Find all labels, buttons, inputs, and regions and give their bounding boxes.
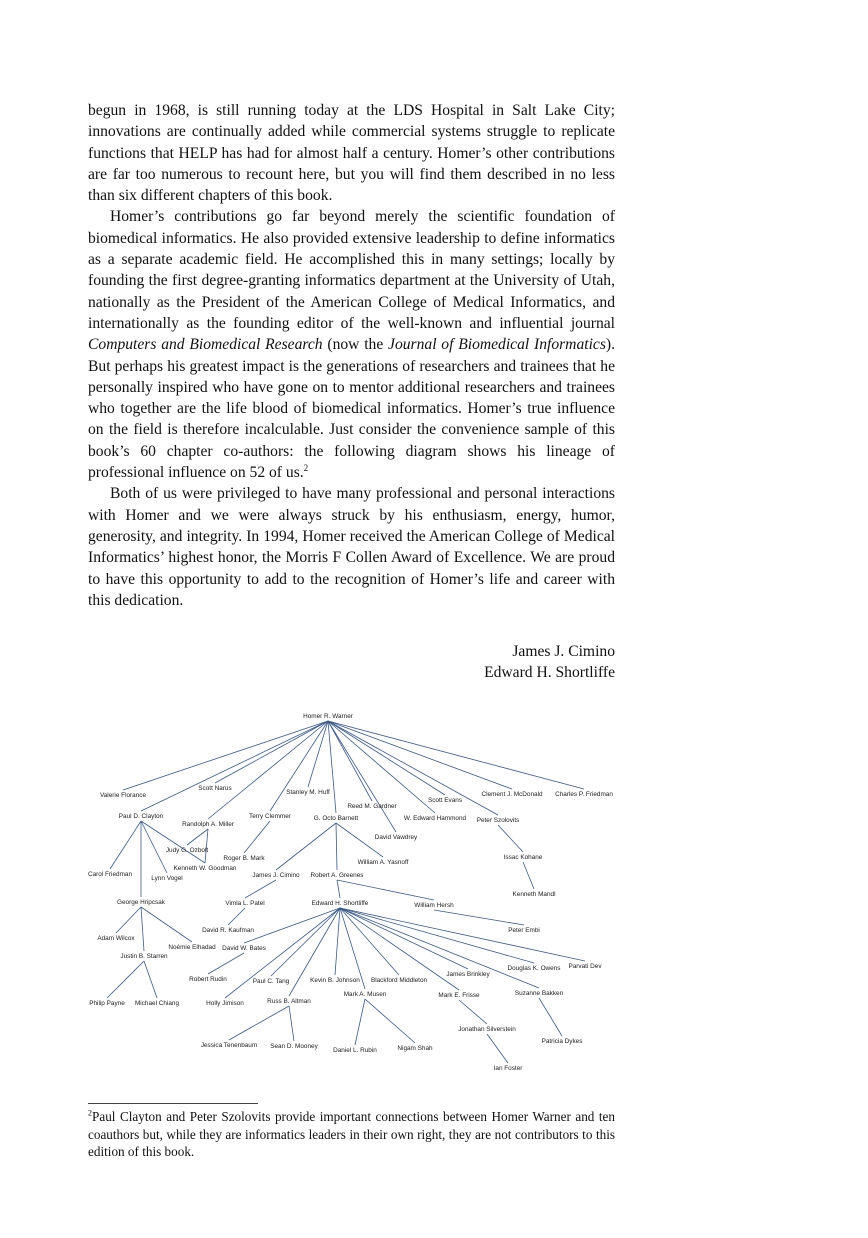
node-kohane: Issac Kohane: [503, 854, 543, 861]
edge-musen-rubin: [355, 999, 365, 1045]
edge-warner-narus: [215, 721, 328, 783]
node-huff: Stanley M. Huff: [286, 789, 330, 796]
node-carolfriedman: Carol Friedman: [87, 871, 133, 878]
node-narus: Scott Narus: [198, 785, 232, 792]
node-mooney: Sean D. Mooney: [270, 1043, 318, 1050]
edge-miller-ozbolt: [187, 829, 208, 845]
edge-warner-florance: [123, 721, 328, 790]
edge-hripcsak-wilcox: [116, 907, 141, 933]
node-dev: Parvati Dev: [568, 963, 602, 970]
edge-cimino-patel: [245, 880, 276, 898]
node-patel: Vimla L. Patel: [225, 900, 265, 907]
edge-frisse-silverstein: [459, 1000, 487, 1024]
edge-clemmer-mark: [244, 821, 270, 853]
node-rubin: Daniel L. Rubin: [333, 1047, 377, 1054]
node-gardner: Reed M. Gardner: [347, 803, 397, 810]
edge-starren-payne: [107, 961, 144, 998]
signature-cimino: James J. Cimino: [512, 643, 615, 660]
node-shortliffe: Edward H. Shortliffe: [311, 900, 369, 907]
edge-hripcsak-starren: [141, 907, 144, 951]
edge-shortliffe-johnson: [335, 908, 340, 975]
node-embi: Peter Embi: [508, 927, 540, 934]
node-vawdrey: David Vawdrey: [374, 834, 418, 841]
node-tang: Paul C. Tang: [252, 978, 290, 985]
footnote-text: Paul Clayton and Peter Szolovits provide important connections between Homer Warner and ten coauthors but, while they are informatics leaders in their own right, they are not contributors to this edition of this book.: [88, 1109, 615, 1159]
edge-bakken-dykes: [539, 998, 562, 1036]
edge-clayton-carolfriedman: [110, 821, 141, 869]
node-jimison: Holly Jimison: [206, 1000, 244, 1007]
node-elhadad: Noémie Elhadad: [168, 944, 216, 951]
edge-silverstein-foster: [487, 1034, 508, 1063]
edge-hripcsak-elhadad: [141, 907, 192, 942]
edge-miller-goodman: [205, 829, 208, 863]
edge-hersh-embi: [434, 910, 524, 925]
node-dykes: Patricia Dykes: [541, 1038, 583, 1045]
edge-shortliffe-bakken: [340, 908, 539, 988]
node-payne: Philip Payne: [89, 1000, 125, 1007]
node-greenes: Robert A. Greenes: [310, 872, 364, 879]
node-miller: Randolph A. Miller: [182, 821, 234, 828]
node-mandl: Kenneth Mandl: [512, 891, 556, 898]
node-florance: Valerie Florance: [99, 792, 147, 799]
footnote: [88, 1108, 615, 1161]
paragraph-3: Both of us were privileged to have many professional and personal interactions with Homer and we were always struck by his enthusiasm, energy, humor, generosity, and integrity. In 1994, Homer received the American College of Medical Informatics’ highest honor, the Morris F Collen Award of Excellence. We are proud to have this opportunity to add to the recognition of Homer’s life and career with this dedication.: [88, 485, 615, 609]
node-barnett: G. Octo Barnett: [313, 815, 359, 822]
node-wilcox: Adam Wilcox: [97, 935, 135, 942]
node-clayton: Paul D. Clayton: [118, 813, 164, 820]
node-bakken: Suzanne Bakken: [514, 990, 564, 997]
edge-greenes-shortliffe: [337, 880, 340, 898]
node-altman: Russ B. Altman: [267, 998, 311, 1005]
edge-barnett-cimino: [276, 823, 336, 870]
node-mcdonald: Clement J. McDonald: [481, 791, 543, 798]
node-ozbolt: Judy G. Ozbolt: [165, 847, 209, 854]
node-johnson: Kevin B. Johnson: [310, 977, 360, 984]
node-hripcsak: George Hripcsak: [117, 899, 165, 906]
node-clemmer: Terry Clemmer: [249, 813, 291, 820]
edge-patel-kaufman: [228, 908, 245, 925]
edge-warner-clemmer: [270, 721, 328, 811]
signature-shortliffe: Edward H. Shortliffe: [484, 664, 615, 681]
node-warner: Homer R. Warner: [303, 713, 353, 720]
lineage-diagram: [0, 700, 868, 1090]
footnote-reference[interactable]: 2: [303, 462, 309, 473]
node-tenenbaum: Jessica Tenenbaum: [200, 1042, 258, 1049]
node-goodman: Kenneth W. Goodman: [173, 865, 237, 872]
footnote-number: 2: [88, 1108, 92, 1118]
edge-greenes-hersh: [337, 880, 434, 900]
node-mark: Roger B. Mark: [223, 855, 265, 862]
edge-starren-chiang: [144, 961, 157, 998]
node-szolovits: Peter Szolovits: [476, 817, 520, 824]
node-owens: Douglas K. Owens: [507, 965, 561, 972]
node-brinkley: James Brinkley: [446, 971, 490, 978]
edge-shortliffe-bates: [244, 908, 340, 943]
edge-warner-barnett: [328, 721, 336, 813]
edge-bates-rudin: [208, 953, 244, 974]
node-middleton: Blackford Middleton: [370, 977, 428, 984]
diagram-nodes: [88, 713, 613, 1072]
node-chiang: Michael Chiang: [134, 1000, 180, 1007]
edge-shortliffe-owens: [340, 908, 534, 963]
edge-musen-shah: [365, 999, 415, 1043]
node-hersh: William Hersh: [414, 902, 454, 909]
node-bates: David W. Bates: [222, 945, 266, 952]
edge-shortliffe-middleton: [340, 908, 399, 975]
journal-title-1: Computers and Biomedical Research: [88, 336, 323, 354]
node-kaufman: David R. Kaufman: [202, 927, 254, 934]
node-starren: Justin B. Starren: [120, 953, 168, 960]
node-evans: Scott Evans: [427, 797, 463, 804]
edge-altman-tenenbaum: [229, 1006, 289, 1040]
node-frisse: Mark E. Frisse: [438, 992, 480, 999]
node-rudin: Robert Rudin: [189, 976, 227, 983]
edge-szolovits-kohane: [498, 825, 523, 852]
node-shah: Nigam Shah: [397, 1045, 433, 1052]
edge-shortliffe-tang: [271, 908, 340, 976]
edge-clayton-vogel: [141, 821, 167, 873]
node-foster: Ian Foster: [493, 1065, 523, 1072]
node-friedman_c: Charles P. Friedman: [555, 791, 613, 798]
journal-title-2: Journal of Biomedical Informatics: [388, 336, 606, 354]
edge-barnett-greenes: [336, 823, 337, 870]
node-vogel: Lynn Vogel: [151, 875, 183, 882]
edge-shortliffe-dev: [340, 908, 585, 961]
edge-warner-friedman_c: [328, 721, 584, 789]
edge-warner-huff: [308, 721, 328, 787]
node-silverstein: Jonathan Silverstein: [458, 1026, 516, 1033]
paragraph-2: Homer’s contributions go far beyond merely the scientific foundation of biomedical informatics. He also provided extensive leadership to define informatics as a separate academic field. He accomplished this in many settings; locally by founding the first degree-granting informatics department at the University of Utah, nationally as the President of the American College of Medical Informatics, and internationally as the founding editor of the well-known and influential journal Computers and Biomedical Research (now the Journal of Biomedical Informatics). But perhaps his greatest impact is the generations of researchers and trainees that he personally inspired who have gone on to mentor additional researchers and trainees who together are the life blood of biomedical informatics. Homer’s true influence on the field is therefore incalculable. Just consider the convenience sample of this book’s 60 chapter co-authors: the following diagram shows his lineage of professional influence on 52 of us.$^2$: [88, 208, 615, 482]
node-cimino: James J. Cimino: [252, 872, 300, 879]
node-yasnoff: William A. Yasnoff: [357, 859, 409, 866]
footnote-divider: [88, 1103, 258, 1104]
body-text: [88, 100, 615, 611]
edge-altman-mooney: [289, 1006, 294, 1041]
node-musen: Mark A. Musen: [343, 991, 387, 998]
edge-kohane-mandl: [523, 862, 534, 889]
node-hammond: W. Edward Hammond: [403, 815, 467, 822]
paragraph-1: begun in 1968, is still running today at the LDS Hospital in Salt Lake City; innovations are continually added while commercial systems struggle to replicate functions that HELP has had for almost half a century. Homer’s other contributions are far too numerous to recount here, but you will find them described in no less than six different chapters of this book.: [88, 102, 615, 205]
